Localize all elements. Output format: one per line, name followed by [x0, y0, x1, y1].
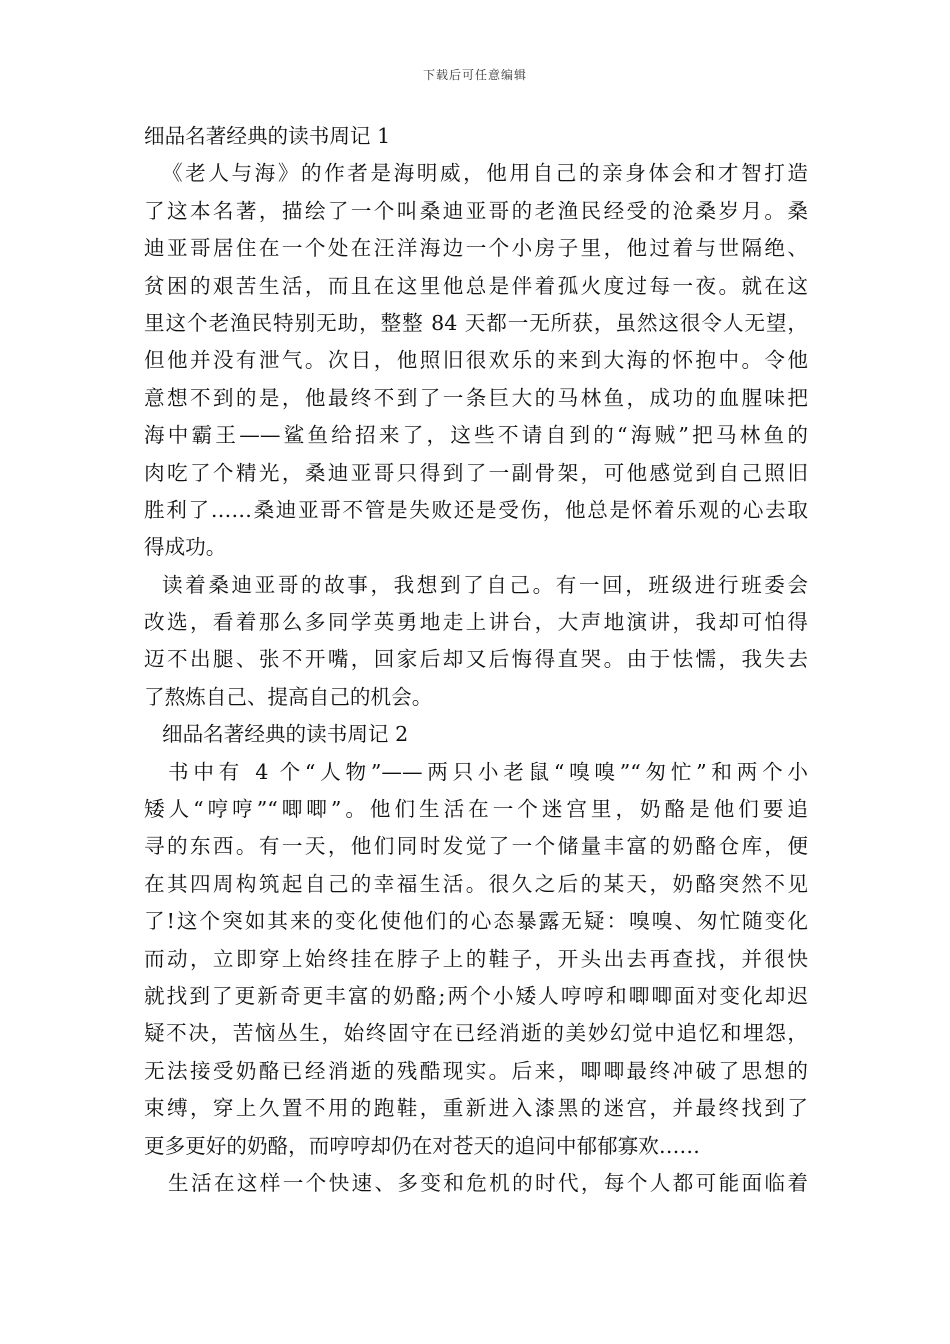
text-line: 了熬炼自己、提高自己的机会。 [144, 684, 433, 709]
text-line: 肉吃了个精光，桑迪亚哥只得到了一副骨架，可他感觉到自己照旧 [144, 460, 808, 485]
text-line: 了这本名著，描绘了一个叫桑迪亚哥的老渔民经受的沧桑岁月。桑 [144, 198, 808, 223]
text-line: 改选，看着那么多同学英勇地走上讲台，大声地演讲，我却可怕得 [144, 610, 808, 635]
text-line: 《老人与海》的作者是海明威，他用自己的亲身体会和才智打造 [162, 161, 808, 186]
text-line: 无法接受奶酪已经消逝的残酷现实。后来，唧唧最终冲破了思想的 [144, 1058, 808, 1083]
text-line: 里这个老渔民特别无助，整整 84 天都一无所获，虽然这很令人无望， [144, 310, 808, 335]
text-line: 在其四周构筑起自己的幸福生活。很久之后的某天，奶酪突然不见 [144, 871, 808, 896]
text-line: 矮人“哼哼”“唧唧”。他们生活在一个迷宫里，奶酪是他们要追 [144, 797, 808, 822]
text-line: 了!这个突如其来的变化使他们的心态暴露无疑：嗅嗅、匆忙随变化 [144, 909, 808, 934]
text-line: 但他并没有泄气。次日，他照旧很欢乐的来到大海的怀抱中。令他 [144, 348, 808, 373]
text-line: 读着桑迪亚哥的故事，我想到了自己。有一回，班级进行班委会 [162, 572, 808, 597]
text-line: 更多更好的奶酪，而哼哼却仍在对苍天的追问中郁郁寡欢…… [144, 1133, 701, 1158]
section-heading: 细品名著经典的读书周记 1 [144, 124, 391, 148]
text-line: 贫困的艰苦生活，而且在这里他总是伴着孤火度过每一夜。就在这 [144, 273, 808, 298]
text-line: 海中霸王——鲨鱼给招来了，这些不请自到的“海贼”把马林鱼的 [144, 423, 808, 448]
text-line: 得成功。 [144, 535, 227, 560]
text-line: 生活在这样一个快速、多变和危机的时代，每个人都可能面临着 [168, 1170, 808, 1195]
text-line: 而动，立即穿上始终挂在脖子上的鞋子，开头出去再查找，并很快 [144, 946, 808, 971]
text-line: 胜利了……桑迪亚哥不管是失败还是受伤，他总是怀着乐观的心去取 [144, 497, 808, 522]
document-body [144, 118, 808, 1202]
text-line: 书中有 4 个“人物”——两只小老鼠“嗅嗅”“匆忙”和两个小 [168, 759, 808, 784]
text-line: 疑不决，苦恼丛生，始终固守在已经消逝的美妙幻觉中追忆和埋怨， [144, 1021, 808, 1046]
page-header-note: 下载后可任意编辑 [422, 68, 527, 82]
text-line: 就找到了更新奇更丰富的奶酪;两个小矮人哼哼和唧唧面对变化却迟 [144, 983, 808, 1008]
section-heading: 细品名著经典的读书周记 2 [162, 722, 409, 747]
text-line: 寻的东西。有一天，他们同时发觉了一个储量丰富的奶酪仓库，便 [144, 834, 808, 859]
text-line: 迪亚哥居住在一个处在汪洋海边一个小房子里，他过着与世隔绝、 [144, 236, 808, 261]
text-line: 束缚，穿上久置不用的跑鞋，重新进入漆黑的迷宫，并最终找到了 [144, 1096, 808, 1121]
text-line: 意想不到的是，他最终不到了一条巨大的马林鱼，成功的血腥味把 [144, 385, 808, 410]
text-line: 迈不出腿、张不开嘴，回家后却又后悔得直哭。由于怯懦，我失去 [144, 647, 808, 672]
